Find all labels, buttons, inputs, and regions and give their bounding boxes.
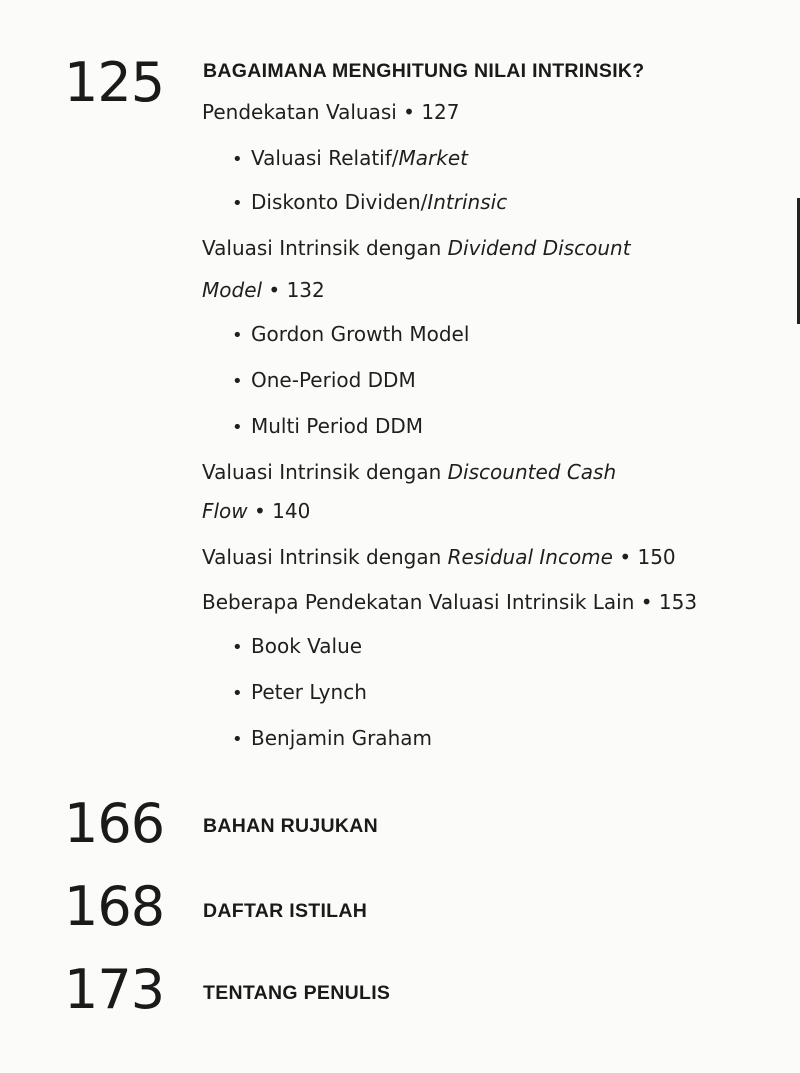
toc-entry-dcf-line2[interactable]: Flow • 140 [202, 499, 311, 523]
toc-subitem[interactable]: • Multi Period DDM [232, 414, 424, 438]
chapter-number-125: 125 [64, 51, 165, 114]
page-ref: 140 [272, 499, 311, 523]
toc-subitem[interactable]: • Valuasi Relatif/Market [232, 146, 468, 170]
chapter-title-166[interactable]: BAHAN RUJUKAN [203, 815, 379, 837]
chapter-title-168[interactable]: DAFTAR ISTILAH [203, 900, 368, 922]
chapter-title-125: BAGAIMANA MENGHITUNG NILAI INTRINSIK? [203, 60, 645, 82]
page-ref: 132 [286, 278, 325, 302]
chapter-number-173: 173 [64, 958, 165, 1021]
bullet-icon: • [232, 417, 243, 438]
chapter-number-168: 168 [64, 875, 165, 938]
bullet-icon: • [232, 637, 243, 658]
page-ref: 150 [637, 545, 676, 569]
toc-subitem[interactable]: • One-Period DDM [232, 368, 416, 392]
toc-entry-ddm-line2[interactable]: Model • 132 [202, 278, 325, 302]
bullet-icon: • [232, 683, 243, 704]
bullet-icon: • [232, 371, 243, 392]
bullet-icon: • [232, 325, 243, 346]
bullet-icon: • [232, 193, 243, 214]
toc-subitem[interactable]: • Book Value [232, 634, 363, 658]
bullet-icon: • [232, 729, 243, 750]
bullet-icon: • [232, 149, 243, 170]
toc-entry-ddm-line1[interactable]: Valuasi Intrinsik dengan Dividend Discount [202, 236, 631, 260]
toc-subitem[interactable]: • Peter Lynch [232, 680, 367, 704]
toc-entry-residual-income[interactable]: Valuasi Intrinsik dengan Residual Income • 150 [202, 545, 676, 569]
toc-subitem[interactable]: • Benjamin Graham [232, 726, 432, 750]
chapter-number-166: 166 [64, 792, 165, 855]
chapter-title-173[interactable]: TENTANG PENULIS [203, 982, 391, 1004]
page-ref: 153 [658, 590, 698, 614]
toc-entry-dcf-line1[interactable]: Valuasi Intrinsik dengan Discounted Cash [202, 460, 617, 484]
toc-subitem[interactable]: • Diskonto Dividen/Intrinsic [232, 190, 508, 214]
toc-entry-pendekatan-valuasi[interactable]: Pendekatan Valuasi • 127 [202, 100, 460, 124]
toc-subitem[interactable]: • Gordon Growth Model [232, 322, 470, 346]
toc-entry-other-approaches[interactable]: Beberapa Pendekatan Valuasi Intrinsik Lain • 153 [202, 590, 698, 614]
page-ref: 127 [421, 100, 460, 124]
